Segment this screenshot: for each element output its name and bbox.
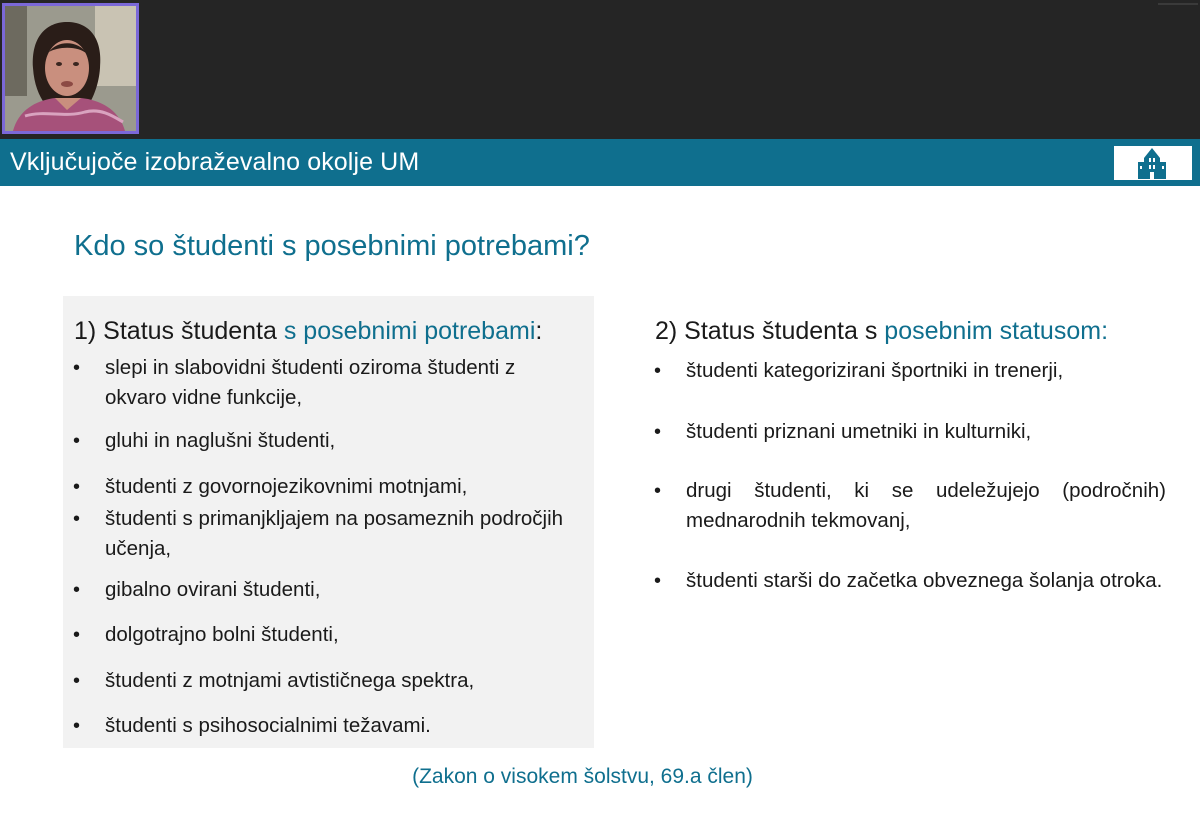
list-item: • študenti z govornojezikovnimi motnjami, bbox=[73, 472, 573, 502]
participant-video-tile[interactable] bbox=[2, 3, 139, 134]
right-column-heading bbox=[655, 317, 1108, 346]
list-item: • študenti s primanjkljajem na posameznih področjih učenja, bbox=[73, 504, 573, 564]
left-heading-accent: s posebnimi potrebami bbox=[283, 317, 536, 345]
list-item: • gluhi in naglušni študenti, bbox=[73, 426, 573, 456]
left-column-heading bbox=[74, 317, 542, 346]
right-heading-prefix: 2) Status študenta s bbox=[655, 317, 885, 345]
slide-header-band bbox=[0, 139, 1200, 186]
video-strip bbox=[0, 0, 1200, 139]
header-title: Vključujoče izobraževalno okolje UM bbox=[10, 148, 420, 176]
right-heading-accent: posebnim statusom: bbox=[884, 317, 1109, 345]
list-item: • drugi študenti, ki se udeležujejo (področnih) mednarodnih tekmovanj, bbox=[654, 476, 1166, 536]
university-logo bbox=[1114, 146, 1192, 180]
list-item: • študenti s psihosocialnimi težavami. bbox=[73, 711, 573, 741]
list-item: • gibalno ovirani študenti, bbox=[73, 575, 573, 605]
left-heading-suffix: : bbox=[535, 317, 543, 345]
window-control-line bbox=[1158, 3, 1198, 5]
list-item: • študenti kategorizirani športniki in trenerji, bbox=[654, 356, 1166, 386]
list-item: • študenti priznani umetniki in kulturniki, bbox=[654, 417, 1166, 447]
law-reference: (Zakon o visokem šolstvu, 69.a člen) bbox=[412, 765, 753, 788]
building-icon bbox=[1114, 146, 1192, 180]
list-item: • dolgotrajno bolni študenti, bbox=[73, 620, 573, 650]
list-item: • študenti starši do začetka obveznega šolanja otroka. bbox=[654, 566, 1166, 596]
left-column-panel bbox=[63, 296, 594, 748]
participant-video-image bbox=[5, 6, 136, 131]
left-heading-prefix: 1) Status študenta bbox=[74, 317, 284, 345]
list-item: • slepi in slabovidni študenti oziroma študenti z okvaro vidne funkcije, bbox=[73, 353, 573, 413]
slide-title: Kdo so študenti s posebnimi potrebami? bbox=[74, 230, 590, 262]
list-item: • študenti z motnjami avtističnega spektra, bbox=[73, 666, 573, 696]
